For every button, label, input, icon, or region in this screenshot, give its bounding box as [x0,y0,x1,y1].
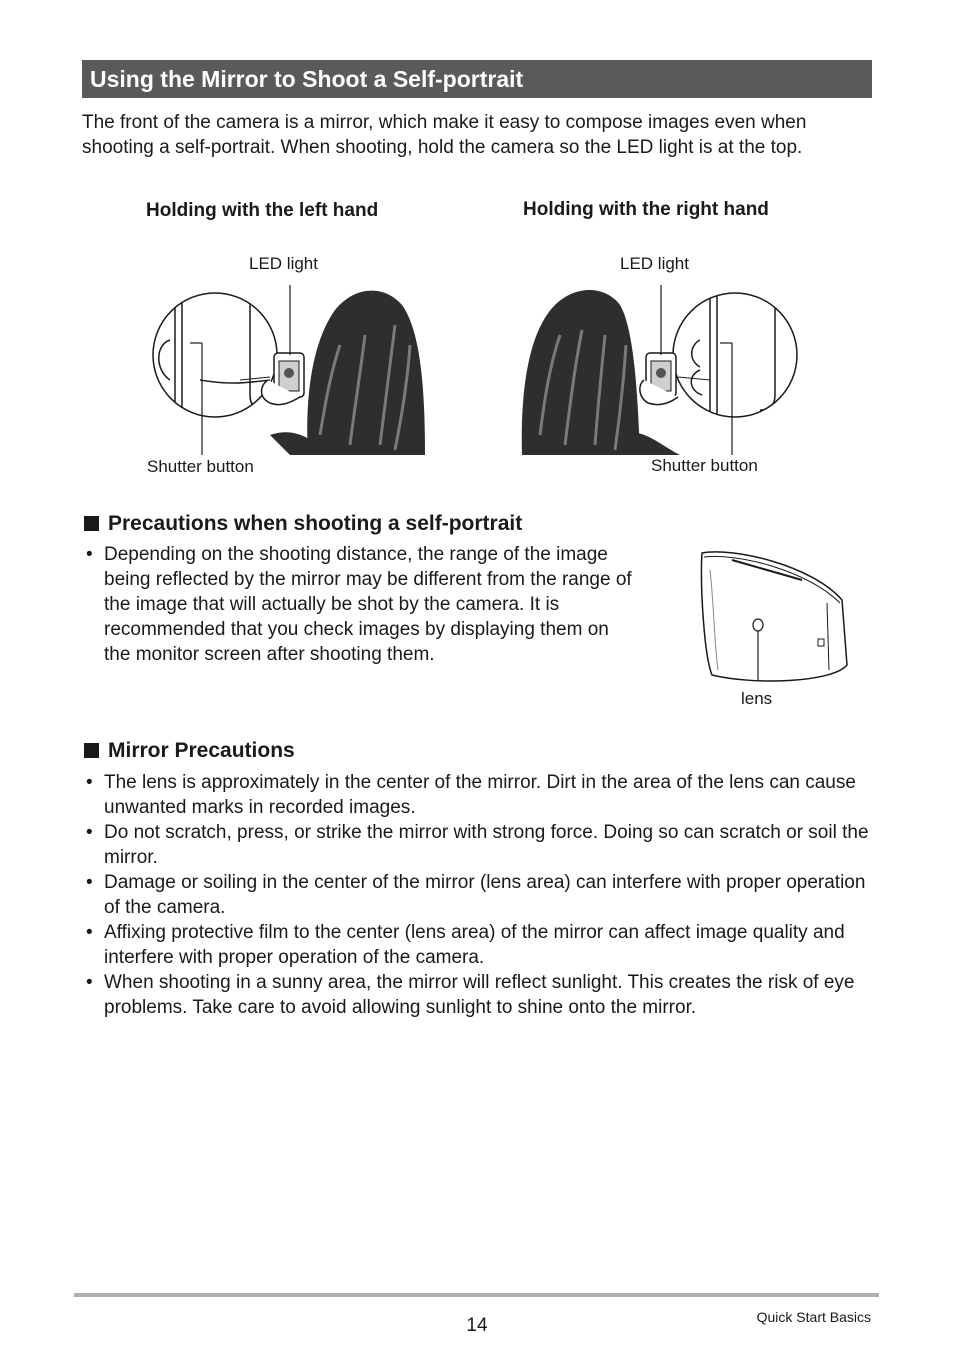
right-hand-illustration [520,285,810,460]
list-item: • When shooting in a sunny area, the mirror will reflect sunlight. This creates the risk of eye problems. Take care to avoid allowing sunlight to shine onto the mirror. [82,970,882,1020]
list-item: • Depending on the shooting distance, the range of the image being reflected by the mirror may be different from the range of the image that will actually be shot by the camera. It is recommended that you check images by displaying them on the monitor screen after shooting them. [82,542,632,667]
camera-mirror-illustration [692,545,857,690]
left-shutter-label: Shutter button [147,457,254,476]
intro-paragraph: The front of the camera is a mirror, which make it easy to compose images even when shooting a self-portrait. When shooting, hold the camera so the LED light is at the top. [82,112,807,158]
precautions-heading: Precautions when shooting a self-portrait [84,512,522,536]
square-bullet-icon [84,743,99,758]
right-hand-heading: Holding with the right hand [523,199,769,220]
mirror-precautions-list [82,770,882,1020]
right-shutter-label: Shutter button [651,456,758,475]
mirror-precautions-heading: Mirror Precautions [84,739,295,763]
footer-divider [74,1293,879,1297]
section-title: Using the Mirror to Shoot a Self-portrait [82,60,872,98]
left-hand-heading: Holding with the left hand [146,200,379,221]
footer-section-name: Quick Start Basics [756,1309,871,1325]
left-led-label: LED light [249,254,318,273]
list-item: • Damage or soiling in the center of the mirror (lens area) can interfere with proper operation of the camera. [82,870,882,920]
lens-label: lens [741,689,773,708]
list-item: • The lens is approximately in the center of the mirror. Dirt in the area of the lens can cause unwanted marks in recorded images. [82,770,882,820]
list-item: • Affixing protective film to the center (lens area) of the mirror can affect image quality and interfere with proper operation of the camera. [82,920,882,970]
left-hand-illustration [140,285,430,460]
precautions-list [82,542,632,667]
right-led-label: LED light [620,254,689,273]
page-number: 14 [466,1315,488,1336]
list-item: • Do not scratch, press, or strike the mirror with strong force. Doing so can scratch or soil the mirror. [82,820,882,870]
square-bullet-icon [84,516,99,531]
